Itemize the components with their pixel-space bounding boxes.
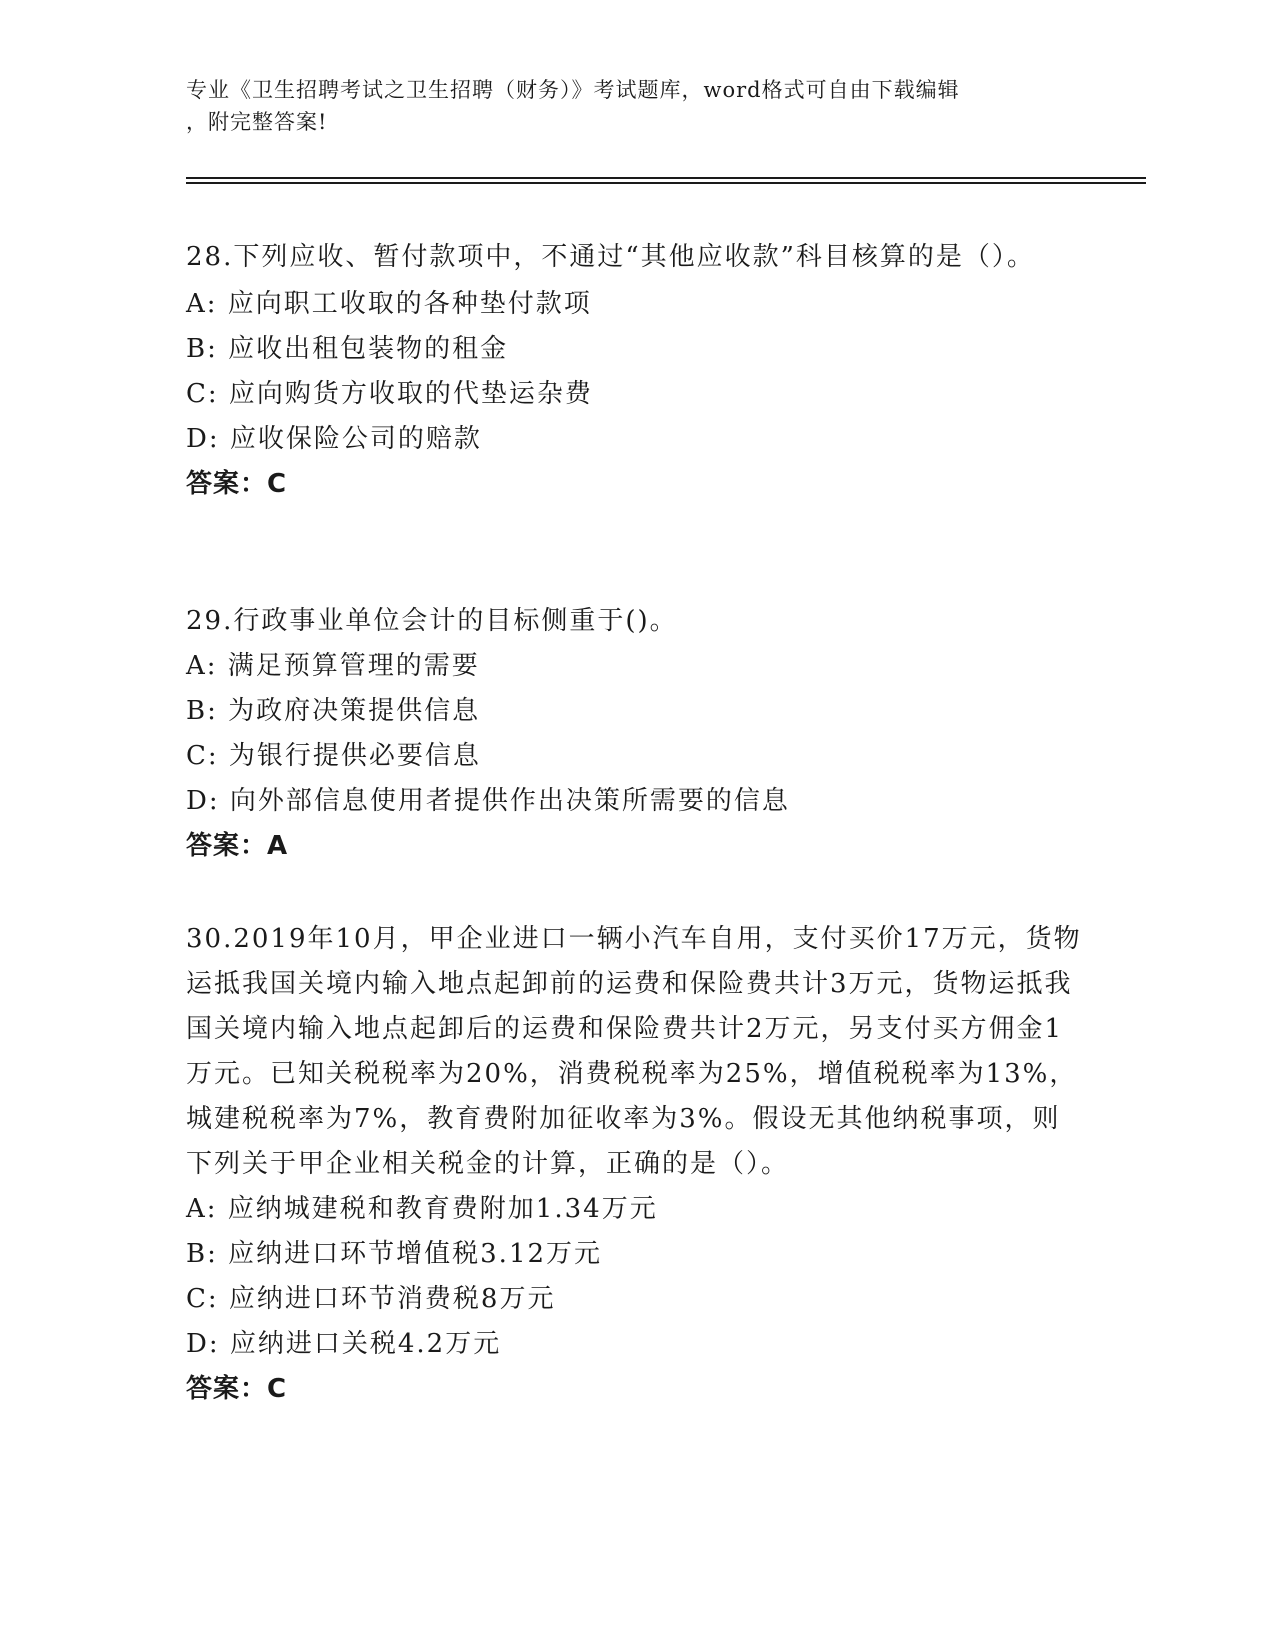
option-d: D: 应收保险公司的赔款 <box>186 424 482 454</box>
option-d: D: 应纳进口关税4.2万元 <box>186 1329 502 1359</box>
option-a: A: 应纳城建税和教育费附加1.34万元 <box>186 1194 658 1224</box>
option-b: B: 应纳进口环节增值税3.12万元 <box>186 1239 603 1269</box>
option-b: B: 为政府决策提供信息 <box>186 696 481 726</box>
question-stem: 30.2019年10月，甲企业进口一辆小汽车自用，支付买价17万元，货物运抵我国关境内输入地点起卸前的运费和保险费共计3万元，货物运抵我国关境内输入地点起卸后的运费和保险费共计2万元，另支付买方佣金1万元。已知关税税率为20%，消费税税率为25%，增值税税率为13%，城建税税率为7%，教育费附加征收率为3%。假设无其他纳税事项，则下列关于甲企业相关税金的计算，正确的是（）。 <box>186 924 1082 1179</box>
question-stem: 28.下列应收、暂付款项中，不通过“其他应收款”科目核算的是（）。 <box>186 242 1035 272</box>
option-a: A: 满足预算管理的需要 <box>186 651 480 681</box>
option-c: C: 为银行提供必要信息 <box>186 741 481 771</box>
option-b: B: 应收出租包装物的租金 <box>186 334 509 364</box>
header-title-line: 专业《卫生招聘考试之卫生招聘（财务）》考试题库，word格式可自由下载编辑 <box>186 78 960 102</box>
question-stem: 29.行政事业单位会计的目标侧重于()。 <box>186 606 678 636</box>
document-header <box>186 74 1066 138</box>
header-subtitle-line: ，附完整答案! <box>186 110 328 134</box>
answer-line: 答案：C <box>186 1374 288 1404</box>
header-divider-bottom <box>186 182 1146 184</box>
header-divider-top <box>186 177 1146 179</box>
option-c: C: 应纳进口环节消费税8万元 <box>186 1284 556 1314</box>
question-29 <box>186 599 1086 869</box>
answer-line: 答案：A <box>186 831 289 861</box>
option-c: C: 应向购货方收取的代垫运杂费 <box>186 379 593 409</box>
question-28 <box>186 232 1086 507</box>
option-d: D: 向外部信息使用者提供作出决策所需要的信息 <box>186 786 790 816</box>
answer-line: 答案：C <box>186 469 288 499</box>
option-a: A: 应向职工收取的各种垫付款项 <box>186 289 592 319</box>
question-30 <box>186 917 1086 1412</box>
